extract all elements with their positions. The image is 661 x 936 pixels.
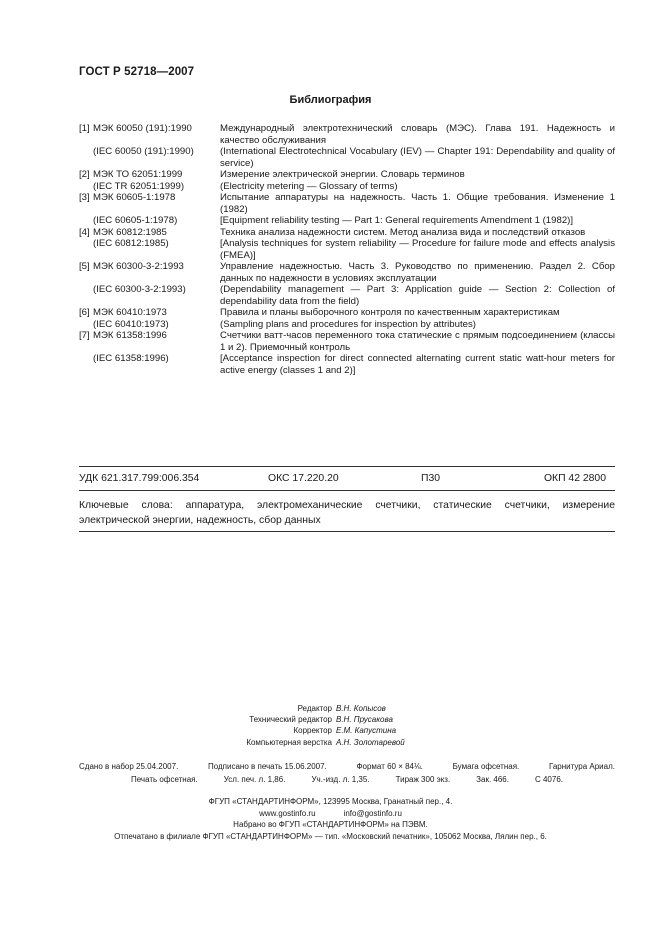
- middle-divider: [79, 490, 615, 491]
- staff-line: [0, 725, 661, 736]
- standard-header: ГОСТ Р 52718—2007: [79, 66, 195, 78]
- reference-text: (International Electrotechnical Vocabulary (IEV) — Chapter 191: Dependability and quality of service): [220, 146, 615, 169]
- reference-entry: [79, 238, 615, 261]
- publication-item: Формат 60 × 84⅛.: [356, 762, 423, 771]
- reference-code: (IEC 60410:1973): [93, 318, 169, 330]
- staff-line: [0, 737, 661, 748]
- reference-entry: [79, 261, 615, 284]
- publisher-address: ФГУП «СТАНДАРТИНФОРМ», 123995 Москва, Гранатный пер., 4.: [208, 797, 453, 806]
- reference-code: МЭК 60605-1:1978: [93, 192, 176, 203]
- staff-credits: [0, 703, 661, 748]
- reference-entry: [79, 181, 615, 193]
- udk-code: УДК 621.317.799:006.354: [79, 473, 200, 484]
- reference-text: [Acceptance inspection for direct connected alternating current static watt-hour meters for active energy (classes 1 and 2)]: [220, 353, 615, 376]
- staff-role: Редактор: [297, 704, 332, 713]
- bibliography-title: Библиография: [289, 94, 372, 106]
- staff-role: Технический редактор: [249, 715, 332, 725]
- reference-entry: [79, 319, 615, 331]
- reference-text: Измерение электрической энергии. Словарь терминов: [220, 169, 465, 180]
- reference-code: МЭК ТО 62051:1999: [93, 169, 183, 180]
- reference-entry: [79, 330, 615, 353]
- publication-item: Зак. 466.: [476, 775, 509, 785]
- keywords: Ключевые слова: аппаратура, электромеханические счетчики, статические счетчики, измерение электрической энергии, надежность, сбор данных: [79, 500, 615, 526]
- reference-code: (IEC 60812:1985): [93, 238, 169, 249]
- reference-code: МЭК 61358:1996: [93, 330, 167, 341]
- reference-text: Международный электротехнический словарь (МЭС). Глава 191. Надежность и качество обслуживания: [220, 123, 615, 146]
- reference-code: МЭК 60300-3-2:1993: [93, 261, 184, 272]
- reference-text: (Electricity metering — Glossary of terms): [220, 180, 398, 192]
- top-divider: [79, 466, 615, 467]
- reference-entry: [79, 353, 615, 376]
- reference-number: [2]: [79, 169, 90, 180]
- reference-text: [Analysis techniques for system reliability — Procedure for failure mode and effects analysis (FMEA)]: [220, 238, 615, 261]
- reference-code: (IEC 60605-1:1978): [93, 215, 178, 226]
- oks-code: ОКС 17.220.20: [268, 473, 339, 484]
- reference-code: МЭК 60050 (191):1990: [93, 123, 192, 134]
- reference-text: (Sampling plans and procedures for inspection by attributes): [220, 318, 476, 330]
- staff-line: [0, 703, 661, 714]
- publication-item: Усл. печ. л. 1,86.: [223, 775, 286, 785]
- reference-code: (IEC 60050 (191):1990): [93, 146, 194, 157]
- staff-role: Корректор: [293, 726, 332, 736]
- reference-text: Счетчики ватт-часов переменного тока статические с прямым подсоединением (классы 1 и 2). Приемочный контроль: [220, 330, 615, 353]
- publication-item: Тираж 300 экз.: [395, 775, 451, 785]
- reference-code: (IEC 60300-3-2:1993): [93, 284, 186, 295]
- imprint: [0, 796, 661, 842]
- staff-person: Е.М. Капустина: [336, 726, 397, 736]
- reference-entry: [79, 169, 615, 181]
- reference-list: [79, 123, 615, 376]
- printed-note: Отпечатано в филиале ФГУП «СТАНДАРТИНФОРМ» — тип. «Московский печатник», 105062 Москва, Лялин пер., 6.: [114, 831, 547, 841]
- reference-entry: [79, 307, 615, 319]
- publication-line: [79, 773, 615, 786]
- publisher-contacts: [0, 808, 661, 820]
- publication-item: Бумага офсетная.: [452, 762, 520, 771]
- staff-person: В.Н. Прусакова: [336, 715, 393, 725]
- reference-text: [Equipment reliability testing — Part 1: General requirements Amendment 1 (1982)]: [220, 215, 574, 226]
- staff-line: [0, 714, 661, 725]
- reference-text: Испытание аппаратуры на надежность. Часть 1. Общие требования. Изменение 1 (1982): [220, 192, 615, 215]
- reference-code: МЭК 60812:1985: [93, 226, 167, 238]
- reference-text: Правила и планы выборочного контроля по качественным характеристикам: [220, 307, 560, 318]
- website-link[interactable]: www.gostinfo.ru: [259, 808, 316, 818]
- reference-number: [1]: [79, 123, 90, 134]
- publication-item: Гарнитура Ариал.: [548, 762, 615, 771]
- bottom-divider: [79, 531, 615, 532]
- staff-person: В.Н. Копысов: [336, 704, 386, 713]
- publication-item: Уч.-изд. л. 1,35.: [311, 775, 370, 785]
- okp-code: ОКП 42 2800: [543, 473, 606, 484]
- reference-code: (IEC 61358:1996): [93, 353, 169, 364]
- publication-item: Печать офсетная.: [131, 775, 198, 785]
- publication-details: [79, 760, 615, 787]
- reference-number: [5]: [79, 261, 90, 272]
- staff-role: Компьютерная верстка: [246, 737, 332, 747]
- reference-text: Управление надежностью. Часть 3. Руководство по применению. Раздел 2. Сбор данных по надежности в условиях эксплуатации: [220, 261, 615, 284]
- reference-entry: [79, 123, 615, 146]
- reference-text: (Dependability management — Part 3: Application guide — Section 2: Collection of dependability data from the field): [220, 284, 615, 307]
- reference-text: Техника анализа надежности систем. Метод анализа вида и последствий отказов: [220, 226, 586, 238]
- reference-number: [3]: [79, 192, 90, 203]
- p-code: П30: [421, 473, 441, 484]
- reference-entry: [79, 284, 615, 307]
- reference-number: [4]: [79, 226, 90, 238]
- reference-code: (IEC TR 62051:1999): [93, 180, 185, 192]
- reference-entry: [79, 227, 615, 239]
- reference-entry: [79, 215, 615, 227]
- reference-number: [6]: [79, 307, 90, 318]
- staff-person: А.Н. Золотаревой: [336, 737, 405, 747]
- reference-code: МЭК 60410:1973: [93, 307, 167, 318]
- typeset-note: Набрано во ФГУП «СТАНДАРТИНФОРМ» на ПЭВМ.: [233, 820, 428, 829]
- reference-entry: [79, 192, 615, 215]
- publication-line: [79, 760, 615, 773]
- email-link[interactable]: info@gostinfo.ru: [343, 808, 402, 818]
- publication-item: С 4076.: [534, 775, 563, 785]
- reference-number: [7]: [79, 330, 90, 341]
- reference-entry: [79, 146, 615, 169]
- publication-item: Подписано в печать 15.06.2007.: [207, 762, 327, 771]
- publication-item: Сдано в набор 25.04.2007.: [79, 762, 179, 771]
